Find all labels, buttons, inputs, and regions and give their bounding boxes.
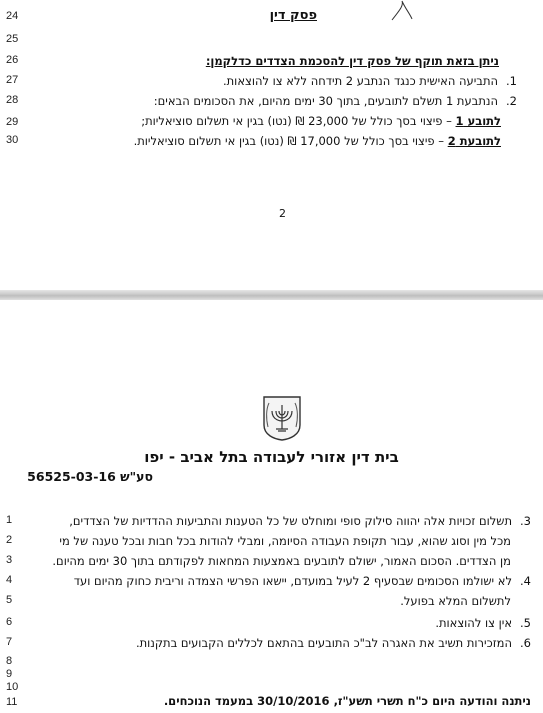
line-number: 9 — [6, 668, 13, 680]
item-number: 3. — [520, 514, 531, 528]
item-text-continued: לתשלום המלא בפועל. — [400, 594, 511, 608]
state-emblem-icon — [262, 395, 302, 441]
case-number: סע"ש 56525-03-16 — [27, 469, 153, 484]
item-number: 5. — [520, 616, 531, 630]
line-number: 3 — [6, 554, 13, 566]
list-item — [435, 616, 531, 630]
line-number: 8 — [6, 655, 13, 667]
item-text: לא ישולמו הסכומים שבסעיף 2 לעיל במועדם, יישאו הפרשי הצמדה וריבית כחוק מהיום ועד — [73, 574, 513, 588]
list-item — [136, 636, 531, 650]
item-text: המזכירות תשיב את האגרה לב"כ התובעים בהתאם לכללים הקבועים בתקנות. — [135, 636, 513, 650]
list-item — [223, 74, 517, 88]
line-number: 2 — [6, 534, 13, 546]
line-number: 11 — [6, 696, 18, 708]
list-item — [74, 574, 531, 588]
court-name: בית דין אזורי לעבודה בתל אביב - יפו — [144, 448, 399, 466]
line-number: 6 — [6, 616, 13, 628]
plaintiff-2-text: – פיצוי בסך כולל של 17,000 ₪ (נטו) בגין אי תשלום סוציאליות. — [133, 134, 445, 148]
plaintiff-2-label: לתובעת 2 — [447, 134, 501, 148]
item-text: הנתבעת 1 תשלם לתובעים, בתוך 30 ימים מהיום, את הסכומים הבאים: — [153, 94, 499, 108]
line-number: 10 — [6, 681, 19, 693]
line-number: 5 — [6, 594, 13, 606]
item-number: 2. — [506, 94, 517, 108]
plaintiff-1-text: – פיצוי בסך כולל של 23,000 ₪ (נטו) בגין אי תשלום סוציאליות; — [141, 114, 452, 128]
item-text-continued: מכל מין וסוג שהוא, עבור תקופת העבודה הסיומה, ומבלי להודות בכל חבות ובכל טענה של מי — [59, 534, 511, 548]
item-text: אין צו להוצאות. — [435, 616, 513, 630]
page-separator — [0, 290, 543, 300]
line-number: 29 — [6, 116, 19, 128]
document-page-1 — [0, 0, 543, 290]
line-number: 4 — [6, 574, 13, 586]
item-text: תשלום זכויות אלה יהווה סילוק סופי ומוחלט של כל הטענות והתביעות ההדדיות של הצדדים, — [69, 514, 513, 528]
line-number: 28 — [6, 94, 19, 106]
list-item — [69, 514, 531, 528]
item-number: 6. — [520, 636, 531, 650]
line-number: 25 — [6, 33, 19, 45]
line-number: 30 — [6, 134, 19, 146]
page-number: 2 — [279, 207, 286, 220]
signature-mark — [390, 0, 420, 22]
item-text: התביעה האישית כנגד הנתבע 2 תידחה ללא צו להוצאות. — [222, 74, 499, 88]
line-number: 26 — [6, 54, 19, 66]
line-number: 1 — [6, 514, 13, 526]
plaintiff-2-line — [134, 134, 501, 148]
line-number: 27 — [6, 74, 19, 86]
judgment-title: פסק דין — [269, 8, 317, 23]
list-item — [154, 94, 517, 108]
given-date-footer: ניתנה והודעה היום כ"ח תשרי תשע"ז, 30/10/2016 במעמד הנוכחים. — [163, 694, 531, 708]
line-number: 24 — [6, 10, 19, 22]
item-text-continued: מן הצדדים. הסכום האמור, ישולם לתובעים באמצעות המחאות לפקודתם בתוך 30 ימים מהיום. — [52, 554, 511, 568]
plaintiff-1-line — [141, 114, 501, 128]
document-page-2 — [0, 300, 543, 713]
line-number: 7 — [6, 636, 13, 648]
item-number: 4. — [520, 574, 531, 588]
intro-text: ניתן בזאת תוקף של פסק דין להסכמת הצדדים כדלקמן: — [205, 54, 499, 68]
item-number: 1. — [506, 74, 517, 88]
plaintiff-1-label: לתובע 1 — [455, 114, 501, 128]
